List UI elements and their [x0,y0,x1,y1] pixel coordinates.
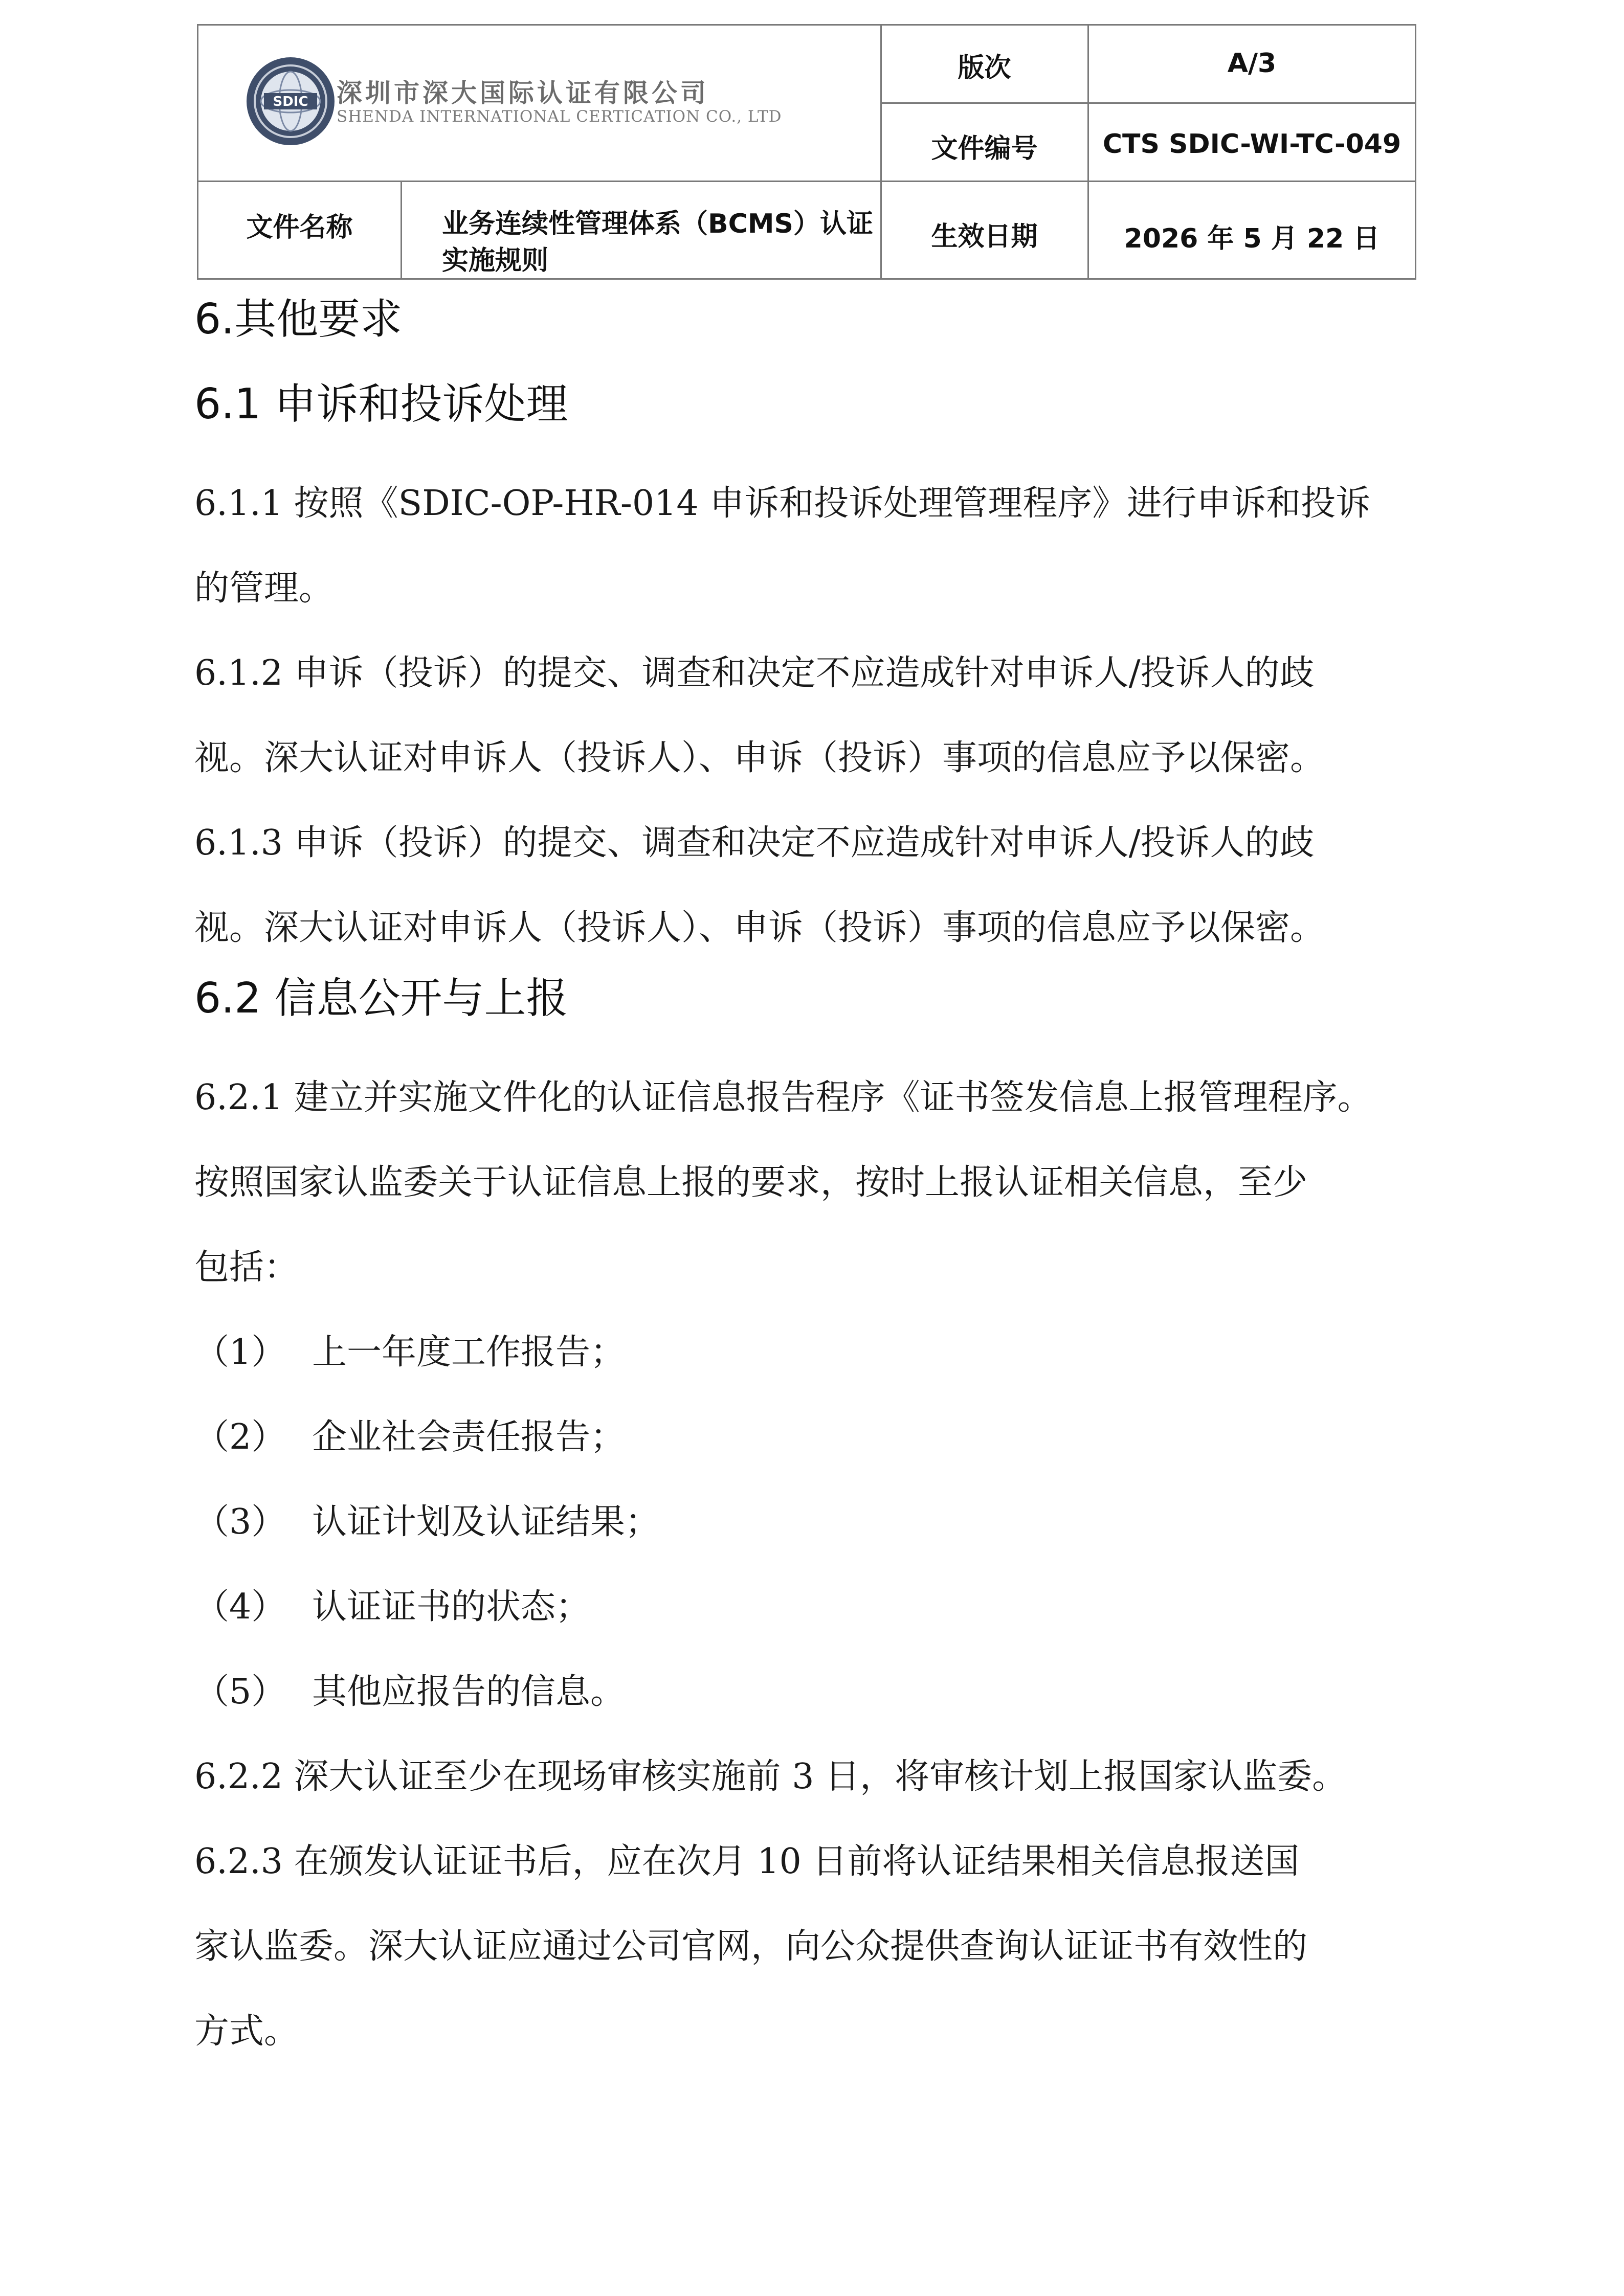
table-divider [880,102,1415,104]
list-item [194,1310,1442,1395]
text-line: 的管理。 [194,568,334,609]
list-item [194,1480,1442,1565]
list-item [194,1395,1442,1480]
doc-name-value: 业务连续性管理体系（BCMS）认证实施规则 [442,209,873,276]
paragraph-6-1-1 [194,461,1442,631]
list-item-number: （3） [194,1502,286,1542]
paragraph-6-2-3 [194,1819,1442,2074]
table-divider [401,181,402,278]
file-no-label: 文件编号 [931,133,1038,164]
list-item-number: （5） [194,1672,286,1712]
list-item-text: 认证计划及认证结果； [312,1502,660,1542]
list-item-text: 上一年度工作报告； [312,1332,626,1372]
text-line: 视。深大认证对申诉人（投诉人）、申诉（投诉）事项的信息应予以保密。 [194,738,1325,778]
paragraph-6-1-3 [194,801,1442,971]
text-line: 包括： [194,1247,299,1288]
report-items-list [194,1310,1442,1735]
paragraph-6-2-1 [194,1055,1442,1310]
doc-name-label: 文件名称 [246,212,353,243]
effective-date-value: 2026 年 5 月 22 日 [1124,223,1380,254]
paragraph-6-2-2 [194,1735,1442,1819]
text-line: 6.1.3 申诉（投诉）的提交、调查和决定不应造成针对申诉人/投诉人的歧 [194,823,1315,863]
list-item [194,1650,1442,1735]
list-item-number: （1） [194,1332,286,1372]
list-item-text: 认证证书的状态； [312,1587,591,1627]
document-header-table [197,24,1416,280]
section-6-1-title: 6.1 申诉和投诉处理 [194,380,568,429]
text-line: 6.1.2 申诉（投诉）的提交、调查和决定不应造成针对申诉人/投诉人的歧 [194,653,1315,693]
list-item [194,1565,1442,1650]
company-name-en: SHENDA INTERNATIONAL CERTICATION CO., LTD [337,107,782,126]
table-divider [198,181,1415,182]
text-line: 方式。 [194,2011,299,2052]
edition-value: A/3 [1227,48,1277,79]
section-6-title: 6.其他要求 [194,295,403,344]
text-line: 6.2.2 深大认证至少在现场审核实施前 3 日，将审核计划上报国家认监委。 [194,1757,1347,1797]
company-logo-icon [244,55,337,147]
paragraph-6-1-2 [194,631,1442,801]
list-item-number: （4） [194,1587,286,1627]
text-line: 视。深大认证对申诉人（投诉人）、申诉（投诉）事项的信息应予以保密。 [194,908,1325,948]
text-line: 6.2.3 在颁发认证证书后，应在次月 10 日前将认证结果相关信息报送国 [194,1841,1300,1882]
text-line: 6.1.1 按照《SDIC-OP-HR-014 申诉和投诉处理管理程序》进行申诉和投诉 [194,483,1371,524]
text-line: 家认监委。深大认证应通过公司官网，向公众提供查询认证证书有效性的 [194,1926,1308,1967]
edition-label: 版次 [958,53,1011,83]
file-no-value: CTS SDIC-WI-TC-049 [1102,129,1401,160]
list-item-text: 企业社会责任报告； [312,1417,626,1457]
text-line: 按照国家认监委关于认证信息上报的要求，按时上报认证相关信息，至少 [194,1162,1308,1203]
section-6-2-title: 6.2 信息公开与上报 [194,974,568,1023]
list-item-number: （2） [194,1417,286,1457]
company-name-cn: 深圳市深大国际认证有限公司 [337,78,709,108]
effective-date-label: 生效日期 [931,221,1038,252]
text-line: 6.2.1 建立并实施文件化的认证信息报告程序《证书签发信息上报管理程序。 [194,1077,1372,1118]
logo-text: SDIC [273,94,308,109]
document-body [194,291,1442,2074]
list-item-text: 其他应报告的信息。 [312,1672,626,1712]
